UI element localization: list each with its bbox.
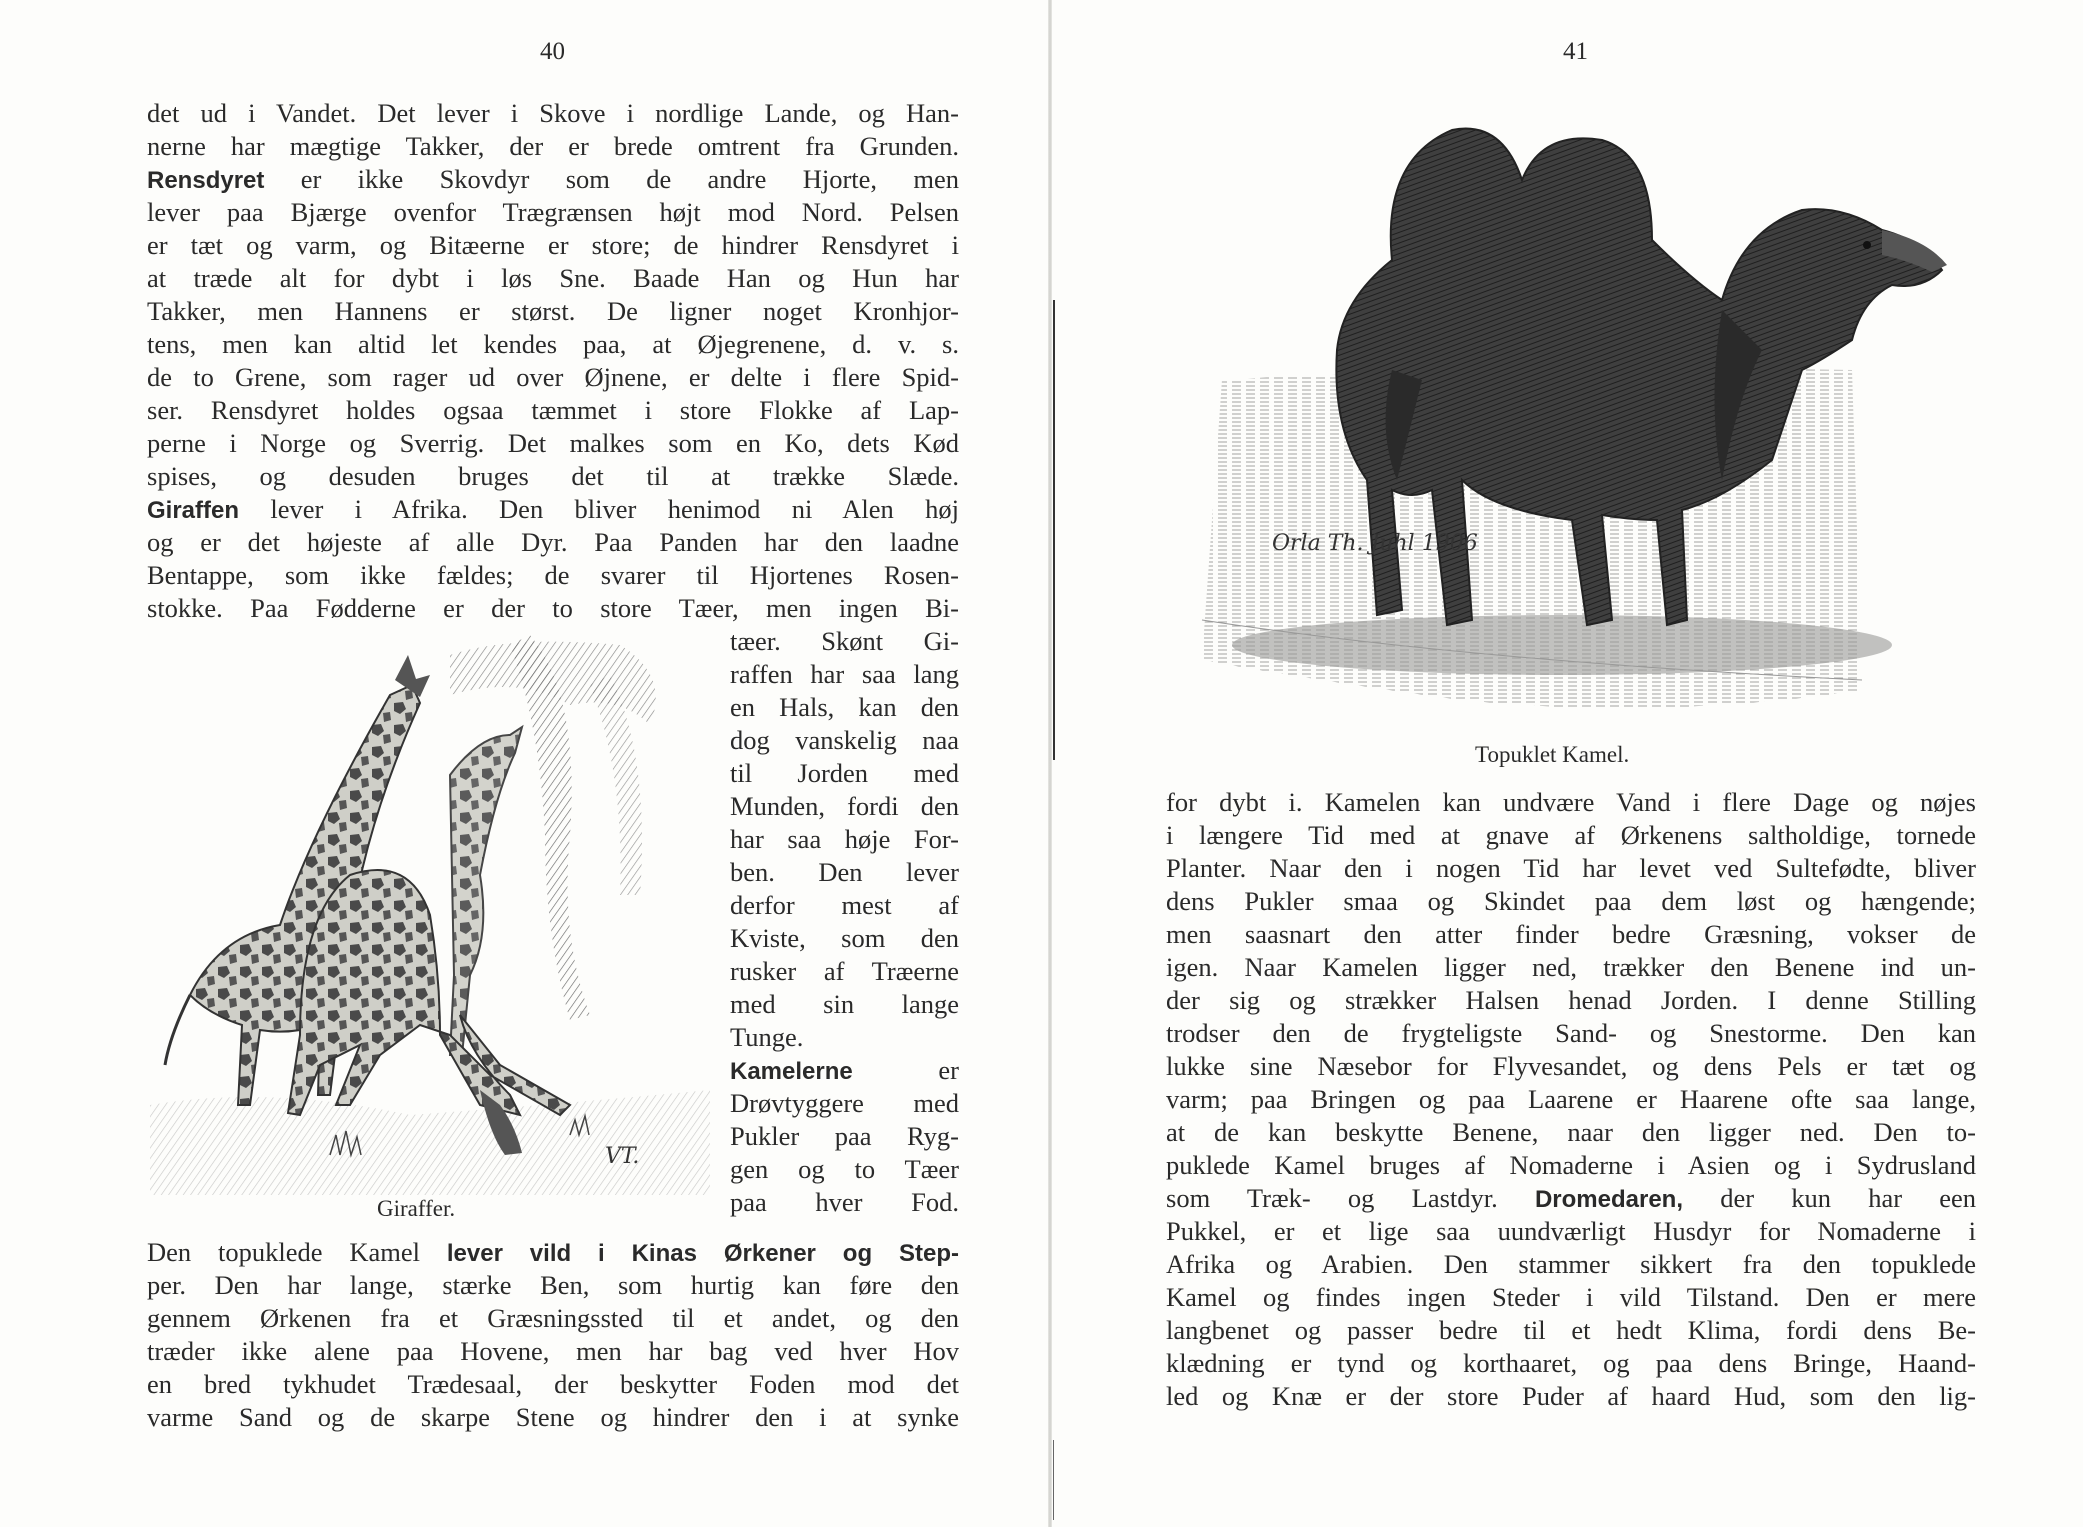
- text-line: [147, 196, 959, 229]
- text-segment: Pukkel, er et lige saa uundværligt Husdyr for Nomaderne i: [1166, 1216, 1976, 1246]
- text-segment: træder ikke alene paa Hovene, men har bag ved hver Hov: [147, 1336, 959, 1366]
- text-segment: tens, men kan altid let kendes paa, at Øjegrenene, d. v. s.: [147, 329, 959, 359]
- text-line: [147, 1368, 959, 1401]
- text-segment: led og Knæ er der store Puder af haard Hud, som den lig-: [1166, 1381, 1976, 1411]
- text-segment: der kun har een: [1683, 1183, 1977, 1213]
- bold-term: Giraffen: [147, 497, 240, 524]
- text-segment: Kviste, som den: [730, 923, 959, 953]
- text-segment: rusker af Træerne: [730, 956, 959, 986]
- text-segment: at træde alt for dybt i løs Sne. Baade Han og Hun har: [147, 263, 959, 293]
- text-segment: Bentappe, som ikke fældes; de svarer til Hjortenes Rosen-: [147, 560, 959, 590]
- text-line: [730, 790, 959, 823]
- text-line: [147, 427, 959, 460]
- text-line: [730, 988, 959, 1021]
- text-line: [147, 526, 959, 559]
- text-line: [730, 823, 959, 856]
- text-line: [1166, 918, 1976, 951]
- giraffe-caption: Giraffer.: [377, 1196, 456, 1221]
- left-top-text: [147, 97, 959, 625]
- bold-term: lever vild i Kinas Ørkener og Step-: [419, 1240, 959, 1267]
- text-line: [147, 130, 959, 163]
- text-line: [147, 262, 959, 295]
- text-line: [1166, 819, 1976, 852]
- bold-term: Dromedaren,: [1534, 1186, 1683, 1213]
- text-line: [730, 1087, 959, 1120]
- text-segment: Tunge.: [730, 1022, 804, 1052]
- text-line: [1166, 1380, 1976, 1413]
- text-line: [1166, 852, 1976, 885]
- text-segment: med sin lange: [730, 989, 959, 1019]
- text-line: [147, 1401, 959, 1434]
- text-segment: Takker, men Hannens er størst. De ligner noget Kronhjor-: [147, 296, 959, 326]
- text-segment: puklede Kamel bruges af Nomaderne i Asien og i Sydrusland: [1166, 1150, 1976, 1180]
- text-segment: til Jorden med: [730, 758, 959, 788]
- text-segment: lever paa Bjærge ovenfor Trægrænsen højt mod Nord. Pelsen: [147, 197, 959, 227]
- text-segment: Den topuklede Kamel: [147, 1237, 420, 1267]
- text-line: [1166, 1116, 1976, 1149]
- text-segment: er: [852, 1055, 959, 1085]
- text-line: [147, 493, 959, 526]
- giraffe-illustration: [150, 635, 720, 1195]
- text-segment: derfor mest af: [730, 890, 959, 920]
- text-segment: Drøvtyggere med: [730, 1088, 959, 1118]
- text-line: [1166, 1215, 1976, 1248]
- text-segment: ben. Den lever: [730, 857, 959, 887]
- left-column-text: [730, 625, 959, 1219]
- text-segment: som Træk- og Lastdyr.: [1166, 1183, 1535, 1213]
- text-line: [1166, 1083, 1976, 1116]
- text-line: [1166, 1050, 1976, 1083]
- text-line: [730, 1021, 959, 1054]
- text-segment: en Hals, kan den: [730, 692, 959, 722]
- text-line: [1166, 1149, 1976, 1182]
- text-segment: gen og to Tæer: [730, 1154, 959, 1184]
- text-segment: de to Grene, som rager ud over Øjnene, er delte i flere Spid-: [147, 362, 959, 392]
- text-line: [1166, 885, 1976, 918]
- text-segment: Afrika og Arabien. Den stammer sikkert fra den topuklede: [1166, 1249, 1976, 1279]
- text-segment: Kamel og findes ingen Steder i vild Tilstand. Den er mere: [1166, 1282, 1976, 1312]
- text-line: [147, 592, 959, 625]
- text-line: [1166, 1248, 1976, 1281]
- camel-illustration: [1162, 100, 1962, 740]
- text-line: [147, 559, 959, 592]
- camel-caption: Topuklet Kamel.: [1475, 742, 1630, 767]
- camel-signature: Orla Th. Juhl 1906: [1272, 531, 1478, 556]
- text-segment: stokke. Paa Fødderne er der to store Tæer, men ingen Bi-: [147, 593, 959, 623]
- text-segment: lukke sine Næsebor for Flyvesandet, og dens Pels er tæt og: [1166, 1051, 1976, 1081]
- text-segment: har saa høje For-: [730, 824, 959, 854]
- text-segment: Pukler paa Ryg-: [730, 1121, 959, 1151]
- text-line: [147, 229, 959, 262]
- text-segment: trodser den de frygteligste Sand- og Snestorme. Den kan: [1166, 1018, 1976, 1048]
- text-line: [730, 955, 959, 988]
- right-body-text: [1166, 786, 1976, 1413]
- text-segment: nerne har mægtige Takker, der er brede omtrent fra Grunden.: [147, 131, 959, 161]
- text-segment: igen. Naar Kamelen ligger ned, trækker den Benene ind un-: [1166, 952, 1976, 982]
- text-line: [730, 757, 959, 790]
- page-number: 40: [540, 38, 565, 65]
- text-segment: der sig og strækker Halsen henad Jorden. I denne Stilling: [1166, 985, 1976, 1015]
- text-segment: varm; paa Bringen og paa Laarene er Haarene ofte saa lange,: [1166, 1084, 1976, 1114]
- text-segment: lever i Afrika. Den bliver henimod ni Alen høj: [239, 494, 959, 524]
- text-line: [1166, 1017, 1976, 1050]
- text-segment: er ikke Skovdyr som de andre Hjorte, men: [264, 164, 959, 194]
- text-line: [147, 1302, 959, 1335]
- text-line: [147, 1236, 959, 1269]
- text-segment: men saasnart den atter finder bedre Græsning, vokser de: [1166, 919, 1976, 949]
- text-segment: paa hver Fod.: [730, 1187, 959, 1217]
- text-line: [147, 394, 959, 427]
- text-segment: klædning er tynd og korthaaret, og paa dens Bringe, Haand-: [1166, 1348, 1976, 1378]
- giraffe-signature: VT.: [605, 1144, 640, 1169]
- text-line: [1166, 1314, 1976, 1347]
- right-page: [1052, 0, 2083, 1527]
- text-line: [730, 1186, 959, 1219]
- text-segment: per. Den har lange, stærke Ben, som hurtig kan føre den: [147, 1270, 959, 1300]
- text-segment: i længere Tid med at gnave af Ørkenens saltholdige, tornede: [1166, 820, 1976, 850]
- text-segment: er tæt og varm, og Bitæerne er store; de hindrer Rensdyret i: [147, 230, 959, 260]
- text-segment: tæer. Skønt Gi-: [730, 626, 959, 656]
- text-line: [1166, 786, 1976, 819]
- text-segment: perne i Norge og Sverrig. Det malkes som en Ko, dets Kød: [147, 428, 959, 458]
- text-line: [147, 460, 959, 493]
- text-segment: gennem Ørkenen fra et Græsningssted til et andet, og den: [147, 1303, 959, 1333]
- text-line: [147, 361, 959, 394]
- text-line: [147, 1335, 959, 1368]
- text-line: [730, 658, 959, 691]
- text-segment: dog vanskelig naa: [730, 725, 959, 755]
- text-segment: dens Pukler smaa og Skindet paa dem løst og hængende;: [1166, 886, 1976, 916]
- text-line: [147, 295, 959, 328]
- text-line: [1166, 984, 1976, 1017]
- text-line: [730, 889, 959, 922]
- text-line: [730, 625, 959, 658]
- text-line: [147, 1269, 959, 1302]
- text-line: [147, 163, 959, 196]
- text-segment: at de kan beskytte Benene, naar den ligger ned. Den to-: [1166, 1117, 1976, 1147]
- left-bottom-text: [147, 1236, 959, 1434]
- text-line: [1166, 1281, 1976, 1314]
- text-segment: langbenet og passer bedre til et hedt Klima, fordi dens Be-: [1166, 1315, 1976, 1345]
- text-line: [730, 724, 959, 757]
- text-segment: for dybt i. Kamelen kan undvære Vand i flere Dage og nøjes: [1166, 787, 1976, 817]
- text-line: [730, 691, 959, 724]
- bold-term: Kamelerne: [730, 1058, 853, 1085]
- text-segment: varme Sand og de skarpe Stene og hindrer den i at synke: [147, 1402, 959, 1432]
- text-line: [1166, 1182, 1976, 1215]
- page-number: 41: [1563, 38, 1588, 65]
- text-segment: spises, og desuden bruges det til at trække Slæde.: [147, 461, 959, 491]
- text-segment: Planter. Naar den i nogen Tid har levet ved Sultefødte, bliver: [1166, 853, 1976, 883]
- text-segment: og er det højeste af alle Dyr. Paa Panden har den laadne: [147, 527, 959, 557]
- text-line: [730, 1054, 959, 1087]
- text-line: [147, 328, 959, 361]
- text-line: [730, 856, 959, 889]
- text-segment: en bred tykhudet Trædesaal, der beskytter Foden mod det: [147, 1369, 959, 1399]
- text-segment: raffen har saa lang: [730, 659, 959, 689]
- text-line: [730, 1120, 959, 1153]
- text-line: [147, 97, 959, 130]
- text-segment: Munden, fordi den: [730, 791, 959, 821]
- text-line: [730, 1153, 959, 1186]
- text-segment: ser. Rensdyret holdes ogsaa tæmmet i store Flokke af Lap-: [147, 395, 959, 425]
- text-segment: det ud i Vandet. Det lever i Skove i nordlige Lande, og Han-: [147, 98, 959, 128]
- text-line: [730, 922, 959, 955]
- text-line: [1166, 951, 1976, 984]
- bold-term: Rensdyret: [147, 167, 265, 194]
- text-line: [1166, 1347, 1976, 1380]
